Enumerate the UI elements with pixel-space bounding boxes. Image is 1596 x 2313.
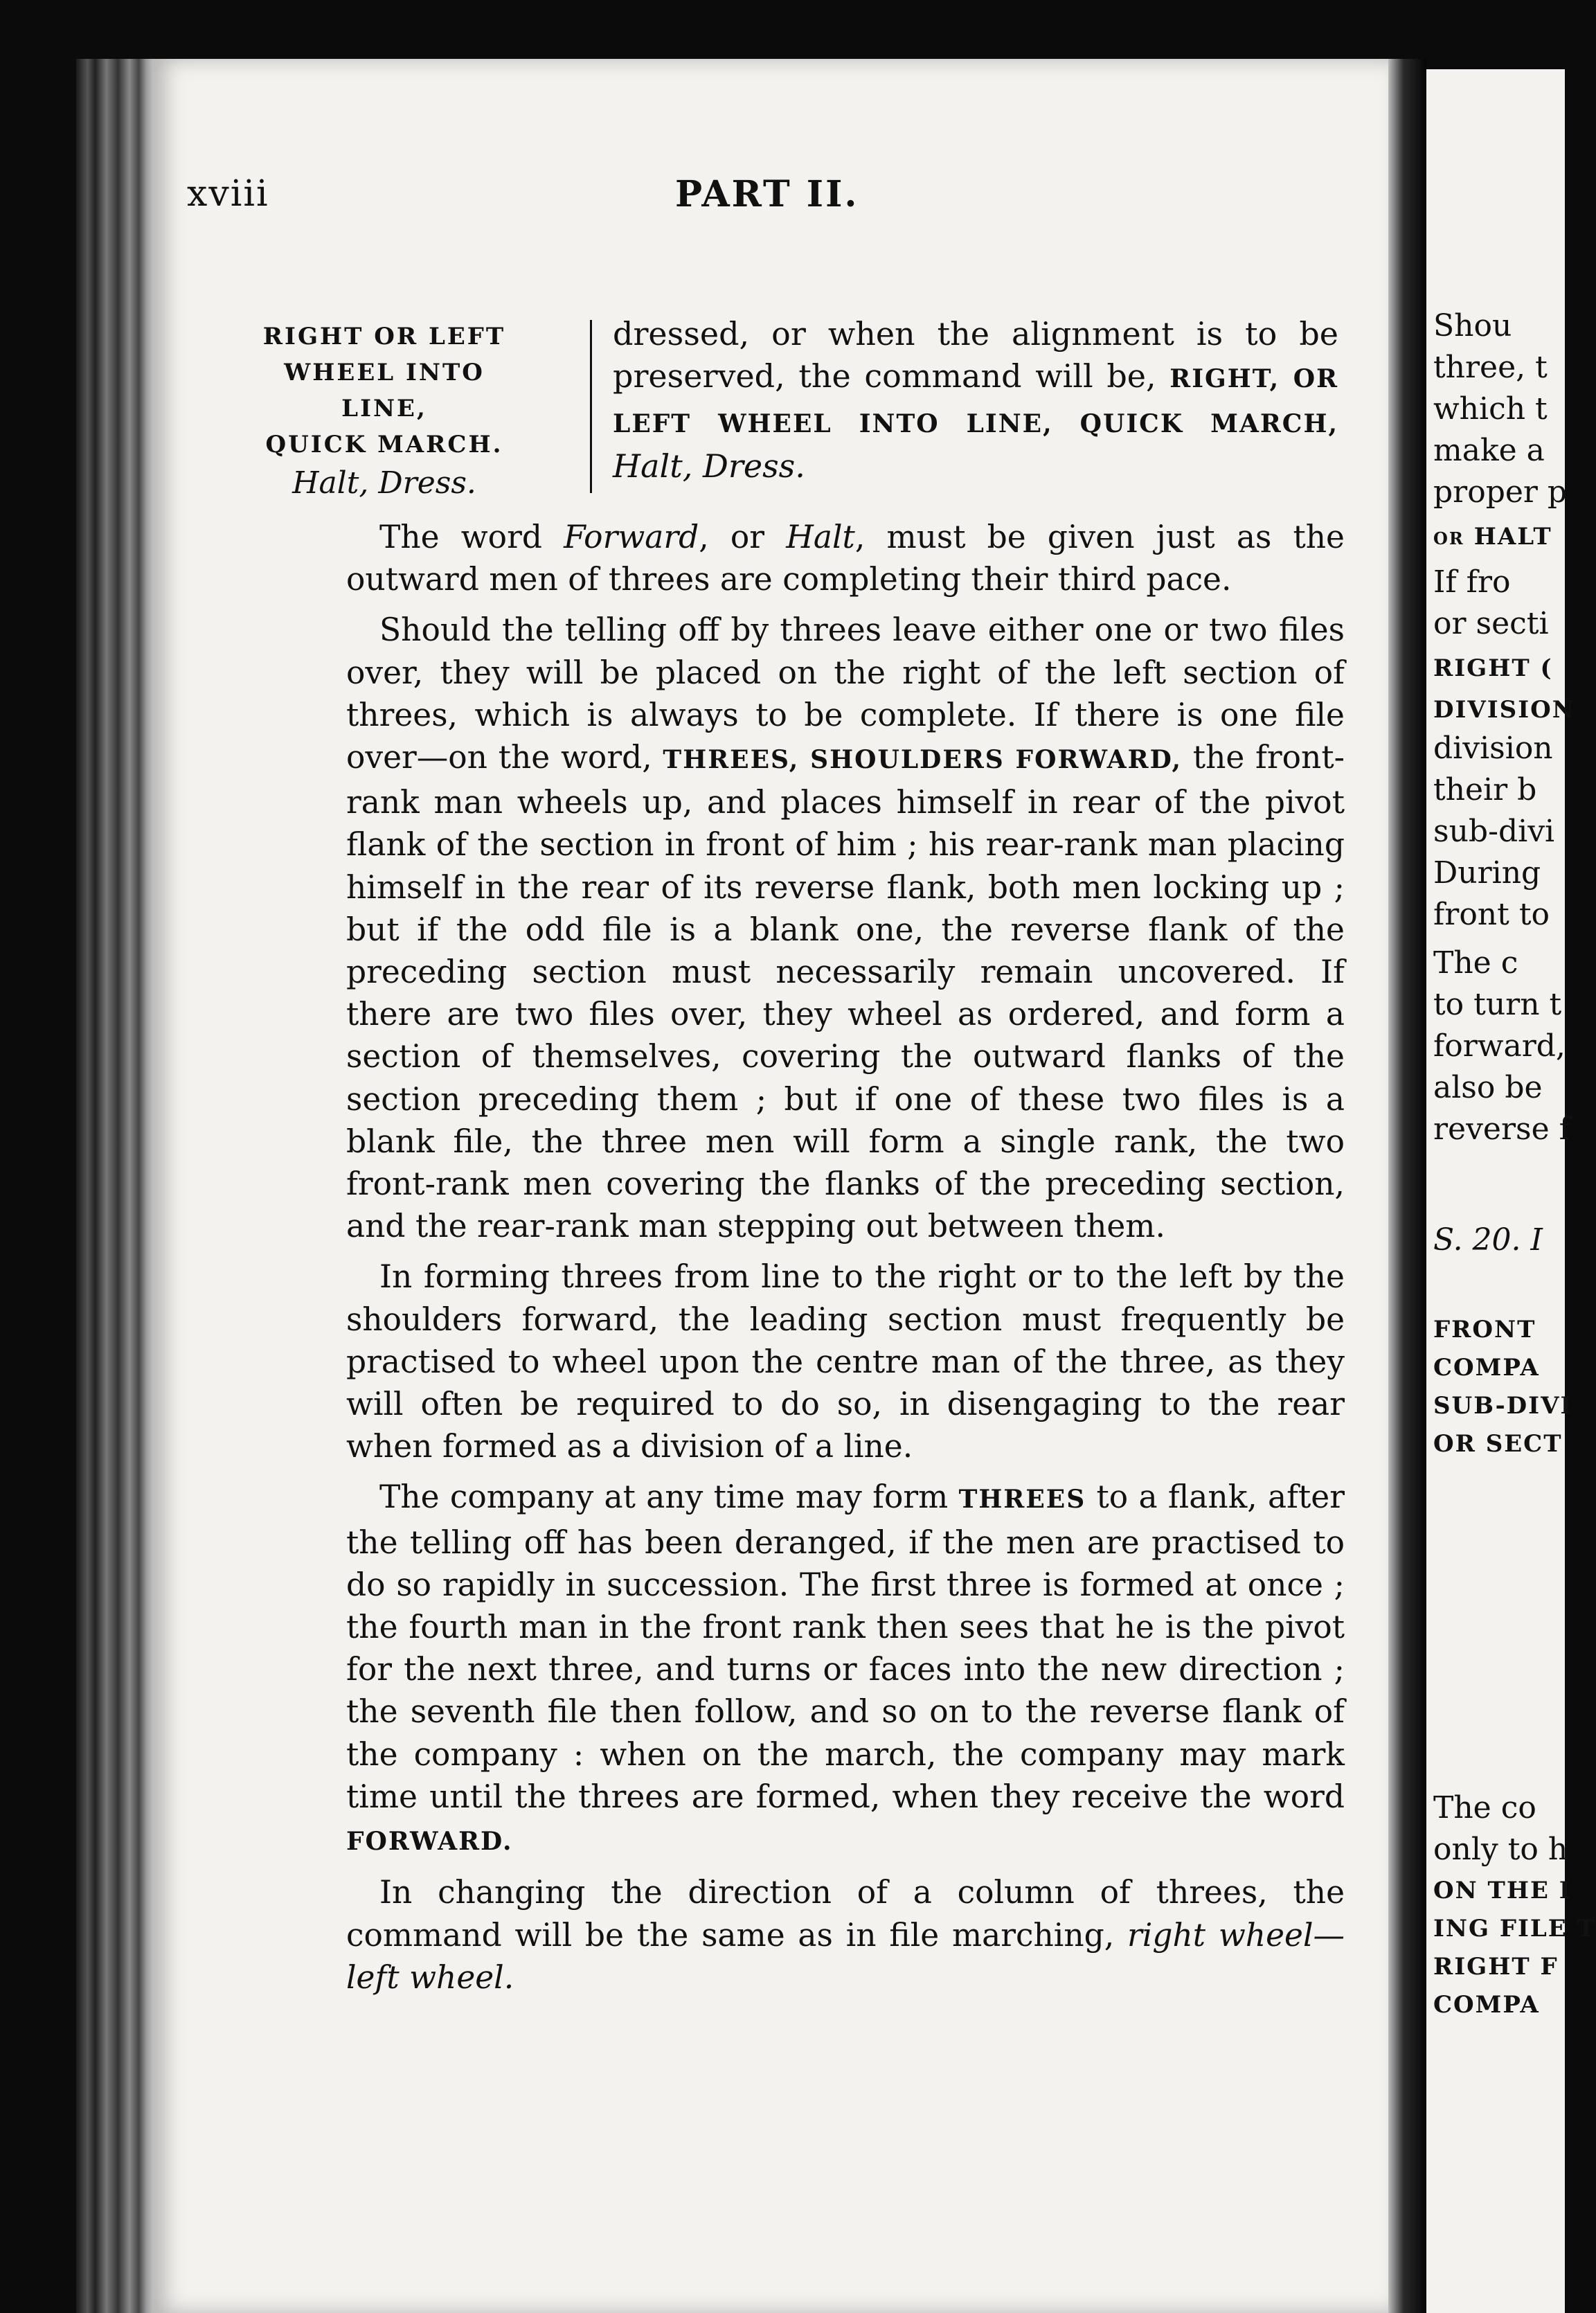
right-page-line: or HALT: [1433, 523, 1552, 551]
paragraph: [346, 609, 1345, 1247]
page-header: [187, 173, 1184, 229]
italic-command: Halt, Dress.: [613, 447, 805, 485]
text-run: Should the telling off by threes leave either one or two files over, they will be placed on the right of the left section of threes, which is always to be complete. If there is one file over—on the word,: [346, 611, 1345, 776]
command-words: THREES: [958, 1485, 1086, 1515]
main-text: [346, 516, 1345, 1999]
italic-word: Forward: [564, 519, 699, 555]
right-page-line: front to: [1433, 897, 1550, 932]
right-page-line: sub-divi: [1433, 814, 1555, 849]
side-note: [187, 319, 582, 504]
book-spine-edge: [76, 59, 152, 2313]
right-page-line: RIGHT F: [1433, 1953, 1559, 1981]
side-note-line: WHEEL INTO: [284, 359, 485, 386]
right-page-line: forward,: [1433, 1028, 1566, 1064]
right-page-line: COMPA: [1433, 1354, 1540, 1382]
right-page-line: also be: [1433, 1070, 1543, 1105]
page-number: xviii: [187, 173, 269, 215]
right-page-line: ON THE I: [1433, 1877, 1572, 1904]
text-run: In forming threes from line to the right or to the left by the shoulders forward, the leading section must frequently be practised to wheel upon the centre man of the three, as they will often be required to do so, in disengaging to the rear when formed as a division of a line.: [346, 1258, 1345, 1465]
text-run: , must be given just as the outward men of threes are completing their third pace.: [346, 519, 1345, 598]
side-note-command: Halt, Dress.: [292, 465, 476, 501]
italic-command: right wheel—left wheel.: [346, 1916, 1345, 1996]
paragraph: [346, 1871, 1345, 1999]
right-page-line: which t: [1433, 391, 1548, 427]
command-words: THREES, SHOULDERS FORWARD,: [663, 745, 1183, 775]
side-note-brace: [590, 320, 602, 493]
italic-word: Halt: [786, 519, 855, 555]
side-note-line: LINE,: [341, 395, 427, 422]
right-page-line: COMPA: [1433, 1991, 1540, 2019]
text-run: The word: [379, 519, 564, 555]
command-words: RIGHT, OR LEFT WHEEL INTO LINE, QUICK MARCH,: [613, 364, 1338, 438]
paragraph: [346, 516, 1345, 600]
right-page-line: their b: [1433, 772, 1537, 807]
right-page-line: proper p: [1433, 474, 1568, 510]
text-run: to a flank, after the telling off has been deranged, if the men are practised to do so rapidly in succession. The first three is formed at once ; the fourth man in the front rank then sees that he is the pivot for the next three, and turns or faces into the new direction ; the seventh file then follow, and so on to the reverse flank of the company : when on the march, the company may mark time until the threes are formed, when they receive the word: [346, 1479, 1345, 1815]
side-note-paragraph: [613, 313, 1338, 488]
right-page-line: OR SECT: [1433, 1430, 1563, 1458]
right-page-line: or secti: [1433, 606, 1549, 641]
text-run: , or: [699, 519, 787, 555]
right-page-line: During: [1433, 855, 1541, 891]
side-note-line: QUICK MARCH.: [265, 431, 503, 458]
right-page-line: division: [1433, 731, 1553, 766]
text-run: dressed, or when the alignment is to be preserved, the command will be,: [613, 315, 1338, 395]
command-words: FORWARD.: [346, 1827, 513, 1857]
right-page-line: reverse f: [1433, 1111, 1570, 1147]
right-page-line: DIVISION: [1433, 696, 1575, 724]
page-title: PART II.: [675, 173, 859, 215]
text-run: The company at any time may form: [379, 1479, 959, 1516]
paragraph: [346, 1256, 1345, 1467]
right-page-line: only to h: [1433, 1832, 1568, 1867]
right-page-line: If fro: [1433, 564, 1511, 600]
right-page-line: make a: [1433, 433, 1545, 468]
text-run: the front-rank man wheels up, and places himself in rear of the pivot flank of the section in front of him ; his rear-rank man placing himself in the rear of its reverse flank, both men locking up ; but if the odd file is a blank one, the reverse flank of the preceding section must necessarily remain uncovered. If there are two files over, they wheel as ordered, and form a section of themselves, covering the outward flanks of the section preceding them ; but if one of these two files is a blank file, the three men will form a single rank, the two front-rank men covering the flanks of the preceding section, and the rear-rank man stepping out between them.: [346, 739, 1345, 1245]
side-note-line: RIGHT OR LEFT: [262, 323, 506, 350]
right-page-line: three, t: [1433, 350, 1548, 385]
right-page-fragment: [1426, 69, 1596, 2313]
text-run: In changing the direction of a column of threes, the command will be the same as in file marching,: [346, 1874, 1345, 1954]
right-page-line: The co: [1433, 1790, 1536, 1825]
right-page-line: Shou: [1433, 308, 1512, 343]
right-page-section-heading: S. 20. I: [1433, 1222, 1543, 1258]
right-page-line: ING FILE T: [1433, 1915, 1596, 1943]
right-page-line: to turn t: [1433, 987, 1562, 1022]
right-page-line: FRONT: [1433, 1316, 1536, 1343]
right-page-line: RIGHT (: [1433, 654, 1553, 682]
right-page-line: SUB-DIVI: [1433, 1392, 1573, 1420]
page-gutter: [1388, 59, 1426, 2313]
paragraph: [346, 1476, 1345, 1863]
right-page-line: The c: [1433, 945, 1518, 981]
